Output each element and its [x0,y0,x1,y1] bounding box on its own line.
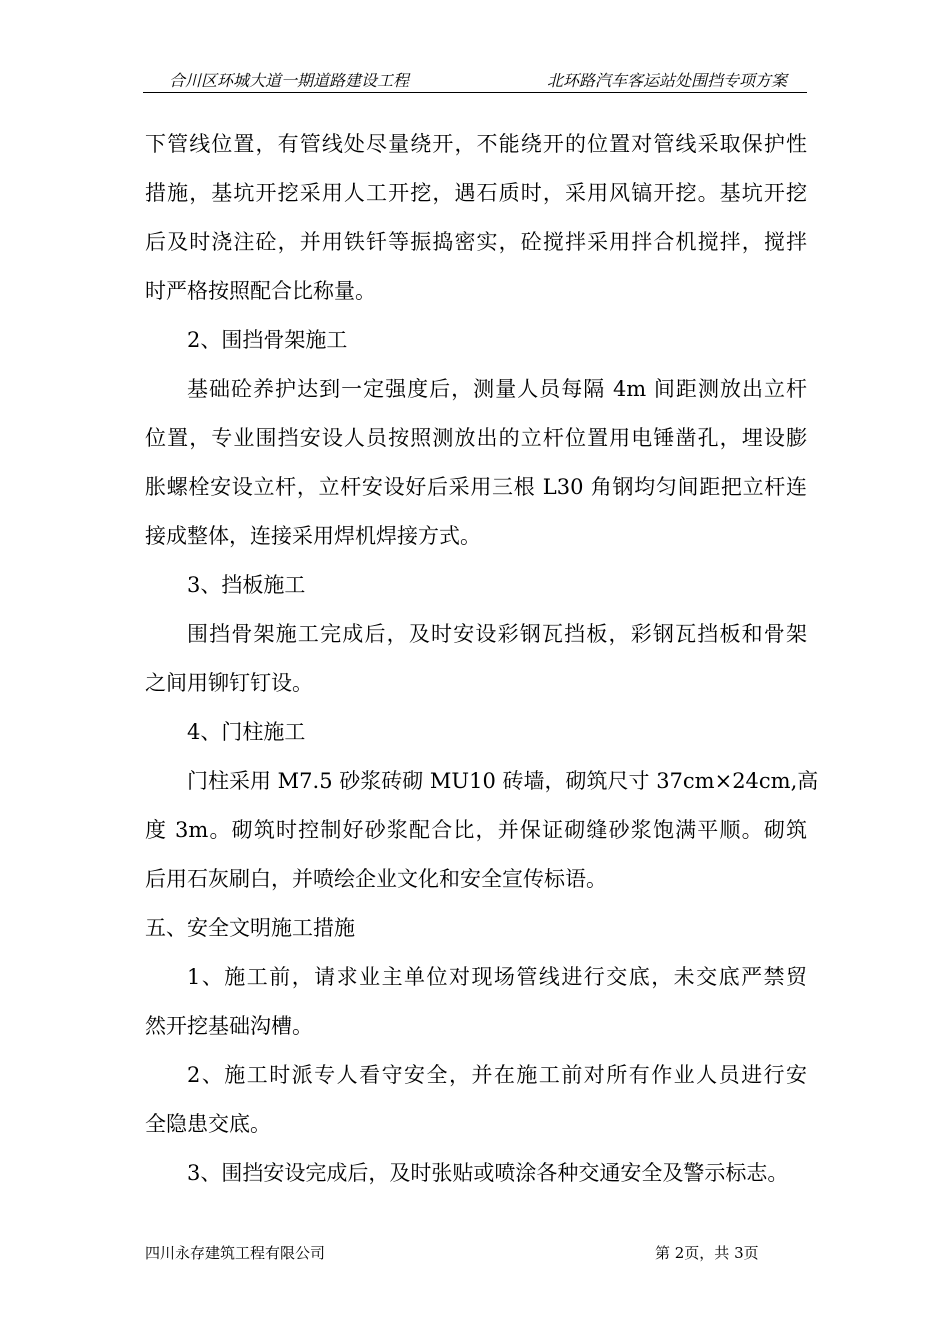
page-header [143,66,807,93]
paragraph-line: 2、施工时派专人看守安全，并在施工前对所有作业人员进行安 [187,1063,807,1087]
section-heading: 3、挡板施工 [187,573,306,597]
paragraph-line: 措施，基坑开挖采用人工开挖，遇石质时，采用风镐开挖。基坑开挖 [145,181,807,205]
paragraph-line: 位置，专业围挡安设人员按照测放出的立杆位置用电锤凿孔，埋设膨 [145,426,807,450]
document-body [145,120,819,1198]
paragraph-line: 后及时浇注砼，并用铁钎等振捣密实，砼搅拌采用拌合机搅拌，搅拌 [145,230,807,254]
chapter-heading: 五、安全文明施工措施 [145,916,355,940]
paragraph-line: 时严格按照配合比称量。 [145,279,376,303]
section-heading: 4、门柱施工 [187,720,306,744]
paragraph-line: 然开挖基础沟槽。 [145,1014,313,1038]
paragraph-line: 全隐患交底。 [145,1112,271,1136]
section-heading: 2、围挡骨架施工 [187,328,348,352]
paragraph-line: 门柱采用 M7.5 砂浆砖砌 MU10 砖墙，砌筑尺寸 37cm×24cm,高 [187,769,819,793]
paragraph-line: 围挡骨架施工完成后，及时安设彩钢瓦挡板，彩钢瓦挡板和骨架 [187,622,807,646]
paragraph-line: 胀螺栓安设立杆，立杆安设好后采用三根 L30 角钢均匀间距把立杆连 [145,475,807,499]
paragraph-line: 3、围挡安设完成后，及时张贴或喷涂各种交通安全及警示标志。 [187,1161,789,1185]
paragraph-line: 接成整体，连接采用焊机焊接方式。 [145,524,481,548]
paragraph-line: 度 3m。砌筑时控制好砂浆配合比，并保证砌缝砂浆饱满平顺。砌筑 [145,818,807,842]
footer-company-name: 四川永存建筑工程有限公司 [145,1244,326,1262]
header-document-title: 北环路汽车客运站处围挡专项方案 [546,71,787,90]
paragraph-line: 1、施工前，请求业主单位对现场管线进行交底，未交底严禁贸 [187,965,807,989]
footer-page-number: 第 2页，共 3页 [655,1244,759,1262]
header-project-title: 合川区环城大道一期道路建设工程 [169,71,410,90]
paragraph-line: 后用石灰刷白，并喷绘企业文化和安全宣传标语。 [145,867,607,891]
paragraph-line: 下管线位置，有管线处尽量绕开，不能绕开的位置对管线采取保护性 [145,132,807,156]
page-footer [145,1242,807,1268]
paragraph-line: 基础砼养护达到一定强度后，测量人员每隔 4m 间距测放出立杆 [187,377,807,401]
paragraph-line: 之间用铆钉钉设。 [145,671,313,695]
